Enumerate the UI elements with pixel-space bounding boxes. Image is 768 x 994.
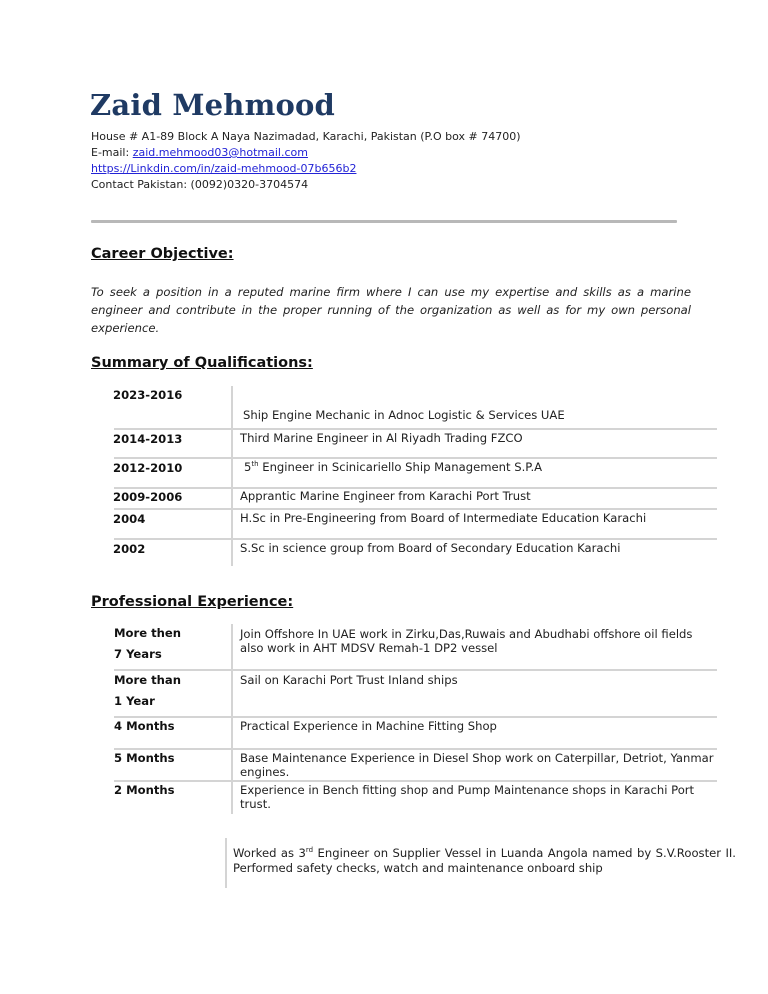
qual-year: 2009-2006 [113,490,183,504]
career-objective-heading: Career Objective: [91,246,234,262]
row-separator [114,457,717,459]
row-separator [114,716,717,718]
linkedin-line [91,161,356,177]
qual-year: 2004 [113,512,146,526]
qual-year: 2002 [113,542,146,556]
exp-duration: More than [114,673,181,687]
exp-duration: 4 Months [114,719,175,733]
qual-text: 5th Engineer in Scinicariello Ship Management S.P.A [244,460,543,474]
table-divider [231,624,233,814]
address: House # A1-89 Block A Naya Nazimadad, Karachi, Pakistan (P.O box # 74700) [91,130,521,143]
row-separator [114,669,717,671]
exp-duration: 5 Months [114,751,175,765]
qual-year: 2023-2016 [113,388,183,402]
exp-duration: 7 Years [114,647,162,661]
experience-note: Worked as 3rd Engineer on Supplier Vessel in Luanda Angola named by S.V.Rooster II. Performed safety checks, watch and maintenance onboard ship [233,845,736,875]
row-separator [114,428,717,430]
qual-text: Third Marine Engineer in Al Riyadh Trading FZCO [240,431,523,445]
note-divider [225,838,227,888]
qual-text: Ship Engine Mechanic in Adnoc Logistic & Services UAE [243,408,565,422]
qualifications-heading: Summary of Qualifications: [91,355,313,371]
exp-text: Base Maintenance Experience in Diesel Shop work on Caterpillar, Detriot, Yanmar engines. [240,751,714,779]
row-separator [114,748,717,750]
email-line [91,145,308,161]
email-label: E-mail: [91,146,133,159]
linkedin-link[interactable]: https://Linkdin.com/in/zaid-mehmood-07b656b2 [91,162,357,175]
qual-year: 2014-2013 [113,432,183,446]
exp-text: Sail on Karachi Port Trust Inland ships [240,673,458,687]
exp-duration: 1 Year [114,694,155,708]
exp-text: Experience in Bench fitting shop and Pump Maintenance shops in Karachi Port trust. [240,783,695,811]
career-objective-text: To seek a position in a reputed marine firm where I can use my expertise and skills as a marine engineer and contribute in the proper running of the organization as well as for my own personal experience. [91,285,691,335]
exp-duration: More then [114,626,182,640]
qual-text: Apprantic Marine Engineer from Karachi Port Trust [240,489,531,503]
qual-year: 2012-2010 [113,461,183,475]
exp-text: Practical Experience in Machine Fitting Shop [240,719,497,733]
experience-heading: Professional Experience: [91,594,294,610]
exp-duration: 2 Months [114,783,175,797]
qual-text: S.Sc in science group from Board of Secondary Education Karachi [240,541,621,555]
row-separator [114,508,717,510]
email-link[interactable]: zaid.mehmood03@hotmail.com [132,146,308,159]
phone-contact: Contact Pakistan: (0092)0320-3704574 [91,178,309,191]
row-separator [114,538,717,540]
row-separator [114,780,717,782]
header-divider [91,220,677,223]
exp-text: Join Offshore In UAE work in Zirku,Das,Ruwais and Abudhabi offshore oil fields also work in AHT MDSV Remah-1 DP2 vessel [240,627,693,655]
qual-text: H.Sc in Pre-Engineering from Board of Intermediate Education Karachi [240,511,647,525]
candidate-name: Zaid Mehmood [90,88,336,122]
